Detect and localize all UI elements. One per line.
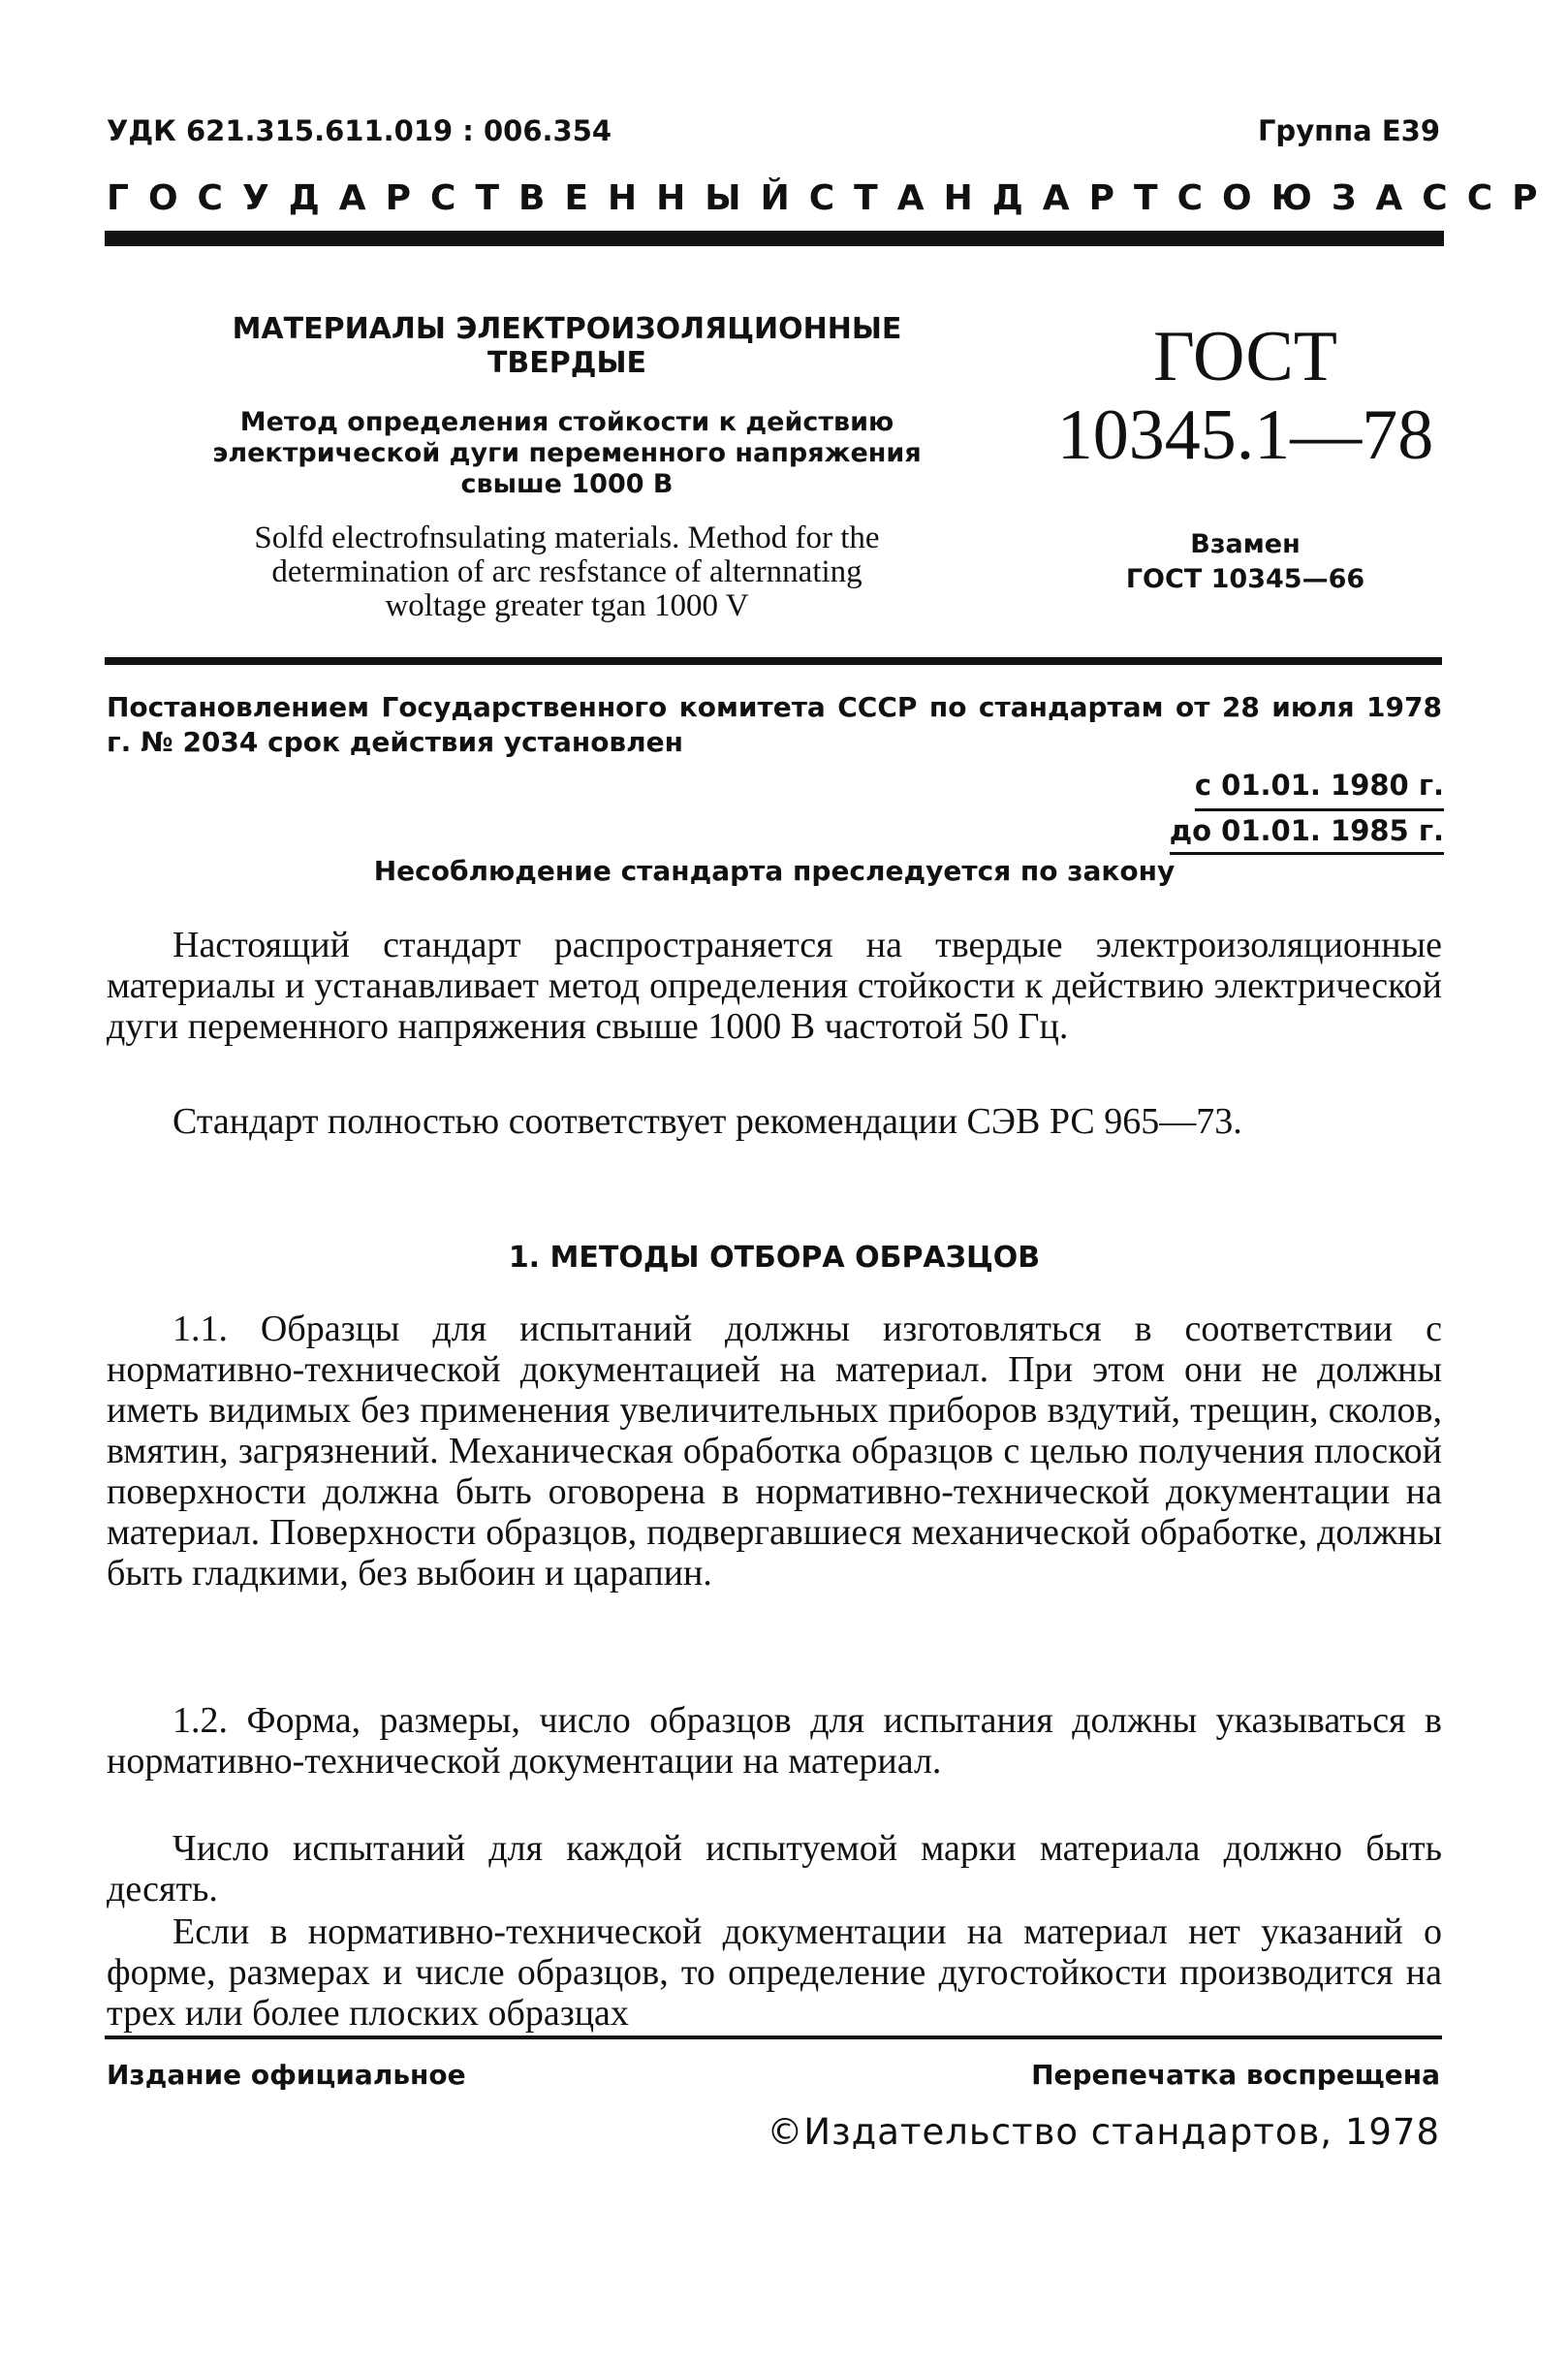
- gost-designation: [1051, 318, 1439, 595]
- sub-title-line: свыше 1000 В: [460, 469, 674, 499]
- standard-line-word: СТАНДАРТ: [808, 178, 1177, 218]
- main-title: МАТЕРИАЛЫ ЭЛЕКТРОИЗОЛЯЦИОННЫЕ ТВЕРДЫЕ: [232, 312, 902, 380]
- english-title: [155, 521, 979, 623]
- validity-dates: [1170, 766, 1444, 855]
- title-divider: [105, 657, 1442, 665]
- replaces-value: ГОСТ 10345—66: [1125, 564, 1365, 594]
- group-code: Группа Е39: [1257, 114, 1440, 147]
- intro-paragraph: Стандарт полностью соответствует рекомендации СЭВ РС 965—73.: [172, 1101, 1242, 1142]
- standard-line-word: СОЮЗА: [1176, 178, 1423, 218]
- title-block: [155, 312, 979, 623]
- english-title-line: Solfd electrofnsulating materials. Method for the: [254, 521, 880, 555]
- sub-title-line: Метод определения стойкости к действию: [239, 407, 894, 437]
- footer-divider: [105, 2036, 1442, 2039]
- sub-title-line: электрической дуги переменного напряжения: [212, 438, 922, 468]
- intro-paragraph: Настоящий стандарт распространяется на твердые электроизоляционные материалы и устанавливает метод определения стойкости к действию электрической дуги переменного напряжения свыше 1000 В частотой 50 Гц.: [107, 925, 1442, 1047]
- english-title-line: woltage greater tgan 1000 V: [385, 588, 749, 623]
- paragraph-condition: Если в нормативно-технической документации на материал нет указаний о форме, размерах и числе образцов, то определение дугостойкости производится на трех или более плоских образцах: [107, 1911, 1442, 2034]
- header-divider: [105, 231, 1444, 246]
- date-from: с 01.01. 1980 г.: [1195, 766, 1444, 811]
- state-standard-line: [107, 178, 1557, 218]
- udk-code: УДК 621.315.611.019 : 006.354: [107, 114, 612, 147]
- publisher-copyright: ©Издательство стандартов, 1978: [767, 2111, 1440, 2153]
- official-edition: Издание официальное: [107, 2059, 466, 2091]
- decree-text: Постановлением Государственного комитета СССР по стандартам от 28 июля 1978 г. № 2034 срок действия установлен: [107, 691, 1442, 758]
- gost-word: ГОСТ: [1153, 317, 1337, 396]
- reprint-prohibited: Перепечатка воспрещена: [1031, 2059, 1440, 2091]
- legal-notice: Несоблюдение стандарта преследуется по закону: [373, 855, 1176, 887]
- date-to: до 01.01. 1985 г.: [1170, 811, 1444, 855]
- paragraph-count: Число испытаний для каждой испытуемой марки материала должно быть десять.: [107, 1828, 1442, 1909]
- english-title-line: determination of arc resfstance of alternnating: [271, 554, 862, 589]
- paragraph-1-2: 1.2. Форма, размеры, число образцов для испытания должны указываться в нормативно-технической документации на материал.: [107, 1700, 1442, 1782]
- paragraph-1-1: 1.1. Образцы для испытаний должны изготовляться в соответствии с нормативно-технической документацией на материал. При этом они не должны иметь видимых без применения увеличительных приборов вздутий, трещин, сколов, вмятин, загрязнений. Механическая обработка образцов с целью получения плоской поверхности должна быть оговорена в нормативно-технической документации на материал. Поверхности образцов, подвергавшиеся механической обработке, должны быть гладкими, без выбоин и царапин.: [107, 1309, 1442, 1594]
- section-heading: 1. МЕТОДЫ ОТБОРА ОБРАЗЦОВ: [508, 1241, 1041, 1275]
- replaces-label: Взамен: [1190, 529, 1301, 559]
- gost-number: 10345.1—78: [1056, 395, 1434, 475]
- standard-line-word: ССР: [1422, 178, 1557, 218]
- standard-line-word: ГОСУДАРСТВЕННЫЙ: [107, 178, 809, 218]
